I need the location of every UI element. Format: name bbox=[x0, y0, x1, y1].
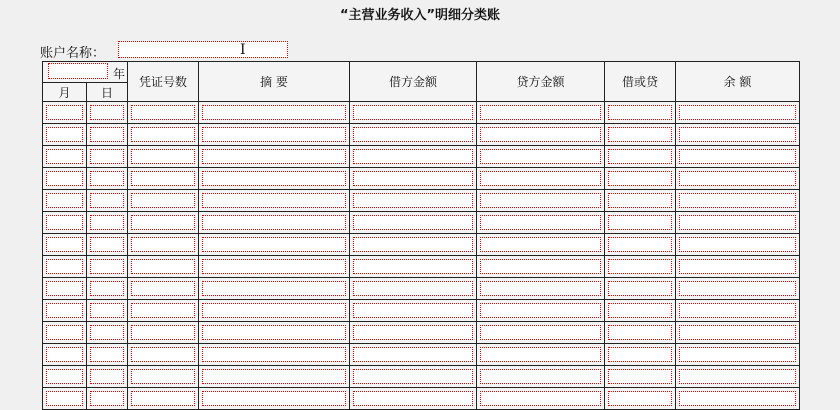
month-input[interactable] bbox=[46, 237, 83, 252]
month-input[interactable] bbox=[46, 171, 83, 186]
credit-cell bbox=[477, 256, 605, 278]
table-row bbox=[43, 256, 800, 278]
summary-cell bbox=[199, 190, 350, 212]
direction-cell bbox=[605, 322, 676, 344]
day-input[interactable] bbox=[90, 149, 124, 164]
summary-cell bbox=[199, 322, 350, 344]
table-row bbox=[43, 300, 800, 322]
day-cell bbox=[87, 190, 128, 212]
balance-input[interactable] bbox=[679, 105, 796, 120]
direction-cell bbox=[605, 366, 676, 388]
summary-input[interactable] bbox=[202, 281, 346, 296]
balance-cell bbox=[676, 278, 800, 300]
month-input[interactable] bbox=[46, 193, 83, 208]
day-input[interactable] bbox=[90, 127, 124, 142]
day-input[interactable] bbox=[90, 259, 124, 274]
table-row bbox=[43, 322, 800, 344]
month-input[interactable] bbox=[46, 105, 83, 120]
balance-cell bbox=[676, 234, 800, 256]
debit-cell bbox=[350, 300, 477, 322]
month-cell bbox=[43, 168, 87, 190]
month-cell bbox=[43, 388, 87, 410]
debit-input[interactable] bbox=[353, 303, 473, 318]
debit-input[interactable] bbox=[353, 215, 473, 230]
credit-cell bbox=[477, 190, 605, 212]
direction-cell bbox=[605, 146, 676, 168]
credit-cell bbox=[477, 388, 605, 410]
credit-input[interactable] bbox=[480, 149, 601, 164]
summary-cell bbox=[199, 388, 350, 410]
month-cell bbox=[43, 344, 87, 366]
debit-input[interactable] bbox=[353, 171, 473, 186]
month-input[interactable] bbox=[46, 281, 83, 296]
day-input[interactable] bbox=[90, 391, 124, 406]
balance-cell bbox=[676, 366, 800, 388]
direction-cell bbox=[605, 256, 676, 278]
balance-input[interactable] bbox=[679, 149, 796, 164]
month-cell bbox=[43, 278, 87, 300]
month-cell bbox=[43, 300, 87, 322]
credit-input[interactable] bbox=[480, 281, 601, 296]
balance-input[interactable] bbox=[679, 215, 796, 230]
year-input[interactable] bbox=[48, 63, 108, 79]
table-row bbox=[43, 168, 800, 190]
debit-cell bbox=[350, 102, 477, 124]
direction-cell bbox=[605, 102, 676, 124]
day-cell bbox=[87, 124, 128, 146]
voucher-cell bbox=[128, 102, 199, 124]
debit-input[interactable] bbox=[353, 369, 473, 384]
summary-cell bbox=[199, 278, 350, 300]
day-cell bbox=[87, 300, 128, 322]
direction-cell bbox=[605, 190, 676, 212]
voucher-cell bbox=[128, 366, 199, 388]
month-cell bbox=[43, 190, 87, 212]
direction-cell bbox=[605, 388, 676, 410]
table-row bbox=[43, 102, 800, 124]
month-header: 月 bbox=[43, 83, 87, 102]
direction-input[interactable] bbox=[608, 325, 672, 340]
month-input[interactable] bbox=[46, 391, 83, 406]
balance-cell bbox=[676, 344, 800, 366]
voucher-input[interactable] bbox=[131, 347, 195, 362]
direction-input[interactable] bbox=[608, 303, 672, 318]
summary-cell bbox=[199, 366, 350, 388]
summary-input[interactable] bbox=[202, 259, 346, 274]
balance-cell bbox=[676, 212, 800, 234]
debit-cell bbox=[350, 256, 477, 278]
summary-input[interactable] bbox=[202, 325, 346, 340]
day-input[interactable] bbox=[90, 171, 124, 186]
balance-input[interactable] bbox=[679, 237, 796, 252]
day-input[interactable] bbox=[90, 303, 124, 318]
direction-cell bbox=[605, 212, 676, 234]
credit-cell bbox=[477, 344, 605, 366]
debit-cell bbox=[350, 278, 477, 300]
balance-input[interactable] bbox=[679, 369, 796, 384]
voucher-cell bbox=[128, 124, 199, 146]
direction-input[interactable] bbox=[608, 391, 672, 406]
balance-input[interactable] bbox=[679, 127, 796, 142]
direction-input[interactable] bbox=[608, 105, 672, 120]
credit-input[interactable] bbox=[480, 391, 601, 406]
direction-header: 借或贷 bbox=[605, 62, 676, 102]
credit-cell bbox=[477, 212, 605, 234]
table-row bbox=[43, 278, 800, 300]
debit-cell bbox=[350, 366, 477, 388]
debit-input[interactable] bbox=[353, 193, 473, 208]
balance-input[interactable] bbox=[679, 281, 796, 296]
credit-cell bbox=[477, 102, 605, 124]
account-name-label: 账户名称： bbox=[40, 46, 106, 61]
debit-input[interactable] bbox=[353, 325, 473, 340]
day-cell bbox=[87, 102, 128, 124]
summary-input[interactable] bbox=[202, 347, 346, 362]
text-cursor-icon: I bbox=[240, 42, 246, 58]
summary-input[interactable] bbox=[202, 171, 346, 186]
day-input[interactable] bbox=[90, 347, 124, 362]
balance-cell bbox=[676, 168, 800, 190]
voucher-input[interactable] bbox=[131, 105, 195, 120]
debit-input[interactable] bbox=[353, 281, 473, 296]
direction-input[interactable] bbox=[608, 215, 672, 230]
voucher-input[interactable] bbox=[131, 171, 195, 186]
debit-input[interactable] bbox=[353, 347, 473, 362]
summary-input[interactable] bbox=[202, 237, 346, 252]
summary-cell bbox=[199, 168, 350, 190]
voucher-cell bbox=[128, 168, 199, 190]
day-cell bbox=[87, 146, 128, 168]
voucher-input[interactable] bbox=[131, 149, 195, 164]
voucher-input[interactable] bbox=[131, 193, 195, 208]
month-cell bbox=[43, 102, 87, 124]
voucher-cell bbox=[128, 344, 199, 366]
debit-cell bbox=[350, 124, 477, 146]
day-input[interactable] bbox=[90, 193, 124, 208]
voucher-header: 凭证号数 bbox=[128, 62, 199, 102]
debit-input[interactable] bbox=[353, 127, 473, 142]
credit-cell bbox=[477, 300, 605, 322]
credit-cell bbox=[477, 234, 605, 256]
balance-cell bbox=[676, 388, 800, 410]
voucher-input[interactable] bbox=[131, 237, 195, 252]
direction-input[interactable] bbox=[608, 369, 672, 384]
direction-input[interactable] bbox=[608, 237, 672, 252]
account-name-input[interactable] bbox=[118, 41, 288, 58]
table-row bbox=[43, 190, 800, 212]
summary-input[interactable] bbox=[202, 105, 346, 120]
balance-input[interactable] bbox=[679, 193, 796, 208]
credit-input[interactable] bbox=[480, 193, 601, 208]
month-cell bbox=[43, 146, 87, 168]
debit-input[interactable] bbox=[353, 149, 473, 164]
credit-cell bbox=[477, 168, 605, 190]
day-cell bbox=[87, 344, 128, 366]
voucher-cell bbox=[128, 146, 199, 168]
day-input[interactable] bbox=[90, 215, 124, 230]
balance-input[interactable] bbox=[679, 325, 796, 340]
balance-cell bbox=[676, 146, 800, 168]
voucher-input[interactable] bbox=[131, 127, 195, 142]
summary-cell bbox=[199, 212, 350, 234]
debit-input[interactable] bbox=[353, 259, 473, 274]
day-header: 日 bbox=[87, 83, 128, 102]
month-input[interactable] bbox=[46, 303, 83, 318]
voucher-cell bbox=[128, 278, 199, 300]
debit-cell bbox=[350, 190, 477, 212]
balance-input[interactable] bbox=[679, 391, 796, 406]
month-input[interactable] bbox=[46, 259, 83, 274]
summary-cell bbox=[199, 146, 350, 168]
day-input[interactable] bbox=[90, 281, 124, 296]
summary-cell bbox=[199, 102, 350, 124]
month-cell bbox=[43, 256, 87, 278]
debit-cell bbox=[350, 146, 477, 168]
month-cell bbox=[43, 234, 87, 256]
month-input[interactable] bbox=[46, 347, 83, 362]
summary-cell bbox=[199, 234, 350, 256]
summary-cell bbox=[199, 300, 350, 322]
month-input[interactable] bbox=[46, 215, 83, 230]
month-input[interactable] bbox=[46, 149, 83, 164]
credit-input[interactable] bbox=[480, 237, 601, 252]
direction-input[interactable] bbox=[608, 259, 672, 274]
balance-input[interactable] bbox=[679, 303, 796, 318]
year-label: 年 bbox=[112, 67, 125, 81]
table-row bbox=[43, 388, 800, 410]
balance-input[interactable] bbox=[679, 171, 796, 186]
voucher-input[interactable] bbox=[131, 303, 195, 318]
credit-input[interactable] bbox=[480, 259, 601, 274]
direction-cell bbox=[605, 124, 676, 146]
balance-input[interactable] bbox=[679, 347, 796, 362]
voucher-input[interactable] bbox=[131, 259, 195, 274]
balance-cell bbox=[676, 300, 800, 322]
summary-header: 摘 要 bbox=[199, 62, 350, 102]
day-cell bbox=[87, 234, 128, 256]
voucher-input[interactable] bbox=[131, 325, 195, 340]
credit-cell bbox=[477, 278, 605, 300]
ledger-body bbox=[43, 102, 800, 410]
summary-input[interactable] bbox=[202, 369, 346, 384]
voucher-cell bbox=[128, 322, 199, 344]
voucher-cell bbox=[128, 234, 199, 256]
day-cell bbox=[87, 256, 128, 278]
table-row bbox=[43, 234, 800, 256]
debit-cell bbox=[350, 234, 477, 256]
table-row bbox=[43, 344, 800, 366]
debit-cell bbox=[350, 168, 477, 190]
balance-cell bbox=[676, 124, 800, 146]
voucher-input[interactable] bbox=[131, 281, 195, 296]
day-cell bbox=[87, 278, 128, 300]
direction-input[interactable] bbox=[608, 149, 672, 164]
balance-cell bbox=[676, 190, 800, 212]
month-cell bbox=[43, 366, 87, 388]
balance-cell bbox=[676, 322, 800, 344]
voucher-cell bbox=[128, 190, 199, 212]
credit-cell bbox=[477, 124, 605, 146]
month-input[interactable] bbox=[46, 369, 83, 384]
debit-input[interactable] bbox=[353, 237, 473, 252]
month-input[interactable] bbox=[46, 127, 83, 142]
credit-input[interactable] bbox=[480, 347, 601, 362]
month-input[interactable] bbox=[46, 325, 83, 340]
balance-header: 余 额 bbox=[676, 62, 800, 102]
balance-input[interactable] bbox=[679, 259, 796, 274]
summary-cell bbox=[199, 344, 350, 366]
direction-cell bbox=[605, 168, 676, 190]
ledger-table bbox=[42, 61, 800, 410]
month-cell bbox=[43, 322, 87, 344]
table-row bbox=[43, 146, 800, 168]
day-input[interactable] bbox=[90, 237, 124, 252]
credit-cell bbox=[477, 146, 605, 168]
direction-cell bbox=[605, 344, 676, 366]
credit-input[interactable] bbox=[480, 215, 601, 230]
day-cell bbox=[87, 322, 128, 344]
debit-cell bbox=[350, 322, 477, 344]
day-cell bbox=[87, 168, 128, 190]
day-cell bbox=[87, 366, 128, 388]
direction-input[interactable] bbox=[608, 171, 672, 186]
credit-cell bbox=[477, 322, 605, 344]
voucher-input[interactable] bbox=[131, 215, 195, 230]
voucher-cell bbox=[128, 300, 199, 322]
balance-cell bbox=[676, 256, 800, 278]
month-cell bbox=[43, 212, 87, 234]
voucher-input[interactable] bbox=[131, 369, 195, 384]
credit-input[interactable] bbox=[480, 127, 601, 142]
voucher-cell bbox=[128, 212, 199, 234]
credit-header: 贷方金额 bbox=[477, 62, 605, 102]
table-row bbox=[43, 212, 800, 234]
credit-input[interactable] bbox=[480, 303, 601, 318]
summary-input[interactable] bbox=[202, 149, 346, 164]
summary-cell bbox=[199, 256, 350, 278]
summary-input[interactable] bbox=[202, 215, 346, 230]
summary-input[interactable] bbox=[202, 391, 346, 406]
credit-input[interactable] bbox=[480, 369, 601, 384]
credit-input[interactable] bbox=[480, 105, 601, 120]
summary-input[interactable] bbox=[202, 127, 346, 142]
page-title: “主营业务收入”明细分类账 bbox=[339, 8, 501, 23]
balance-cell bbox=[676, 102, 800, 124]
debit-input[interactable] bbox=[353, 391, 473, 406]
year-header-cell bbox=[43, 62, 128, 83]
summary-input[interactable] bbox=[202, 303, 346, 318]
direction-cell bbox=[605, 278, 676, 300]
summary-input[interactable] bbox=[202, 193, 346, 208]
direction-input[interactable] bbox=[608, 347, 672, 362]
day-cell bbox=[87, 212, 128, 234]
debit-header: 借方金额 bbox=[350, 62, 477, 102]
debit-cell bbox=[350, 344, 477, 366]
direction-cell bbox=[605, 234, 676, 256]
credit-input[interactable] bbox=[480, 171, 601, 186]
credit-cell bbox=[477, 366, 605, 388]
month-cell bbox=[43, 124, 87, 146]
summary-cell bbox=[199, 124, 350, 146]
direction-input[interactable] bbox=[608, 281, 672, 296]
day-input[interactable] bbox=[90, 105, 124, 120]
debit-input[interactable] bbox=[353, 105, 473, 120]
voucher-input[interactable] bbox=[131, 391, 195, 406]
table-row bbox=[43, 366, 800, 388]
voucher-cell bbox=[128, 256, 199, 278]
table-row bbox=[43, 124, 800, 146]
day-input[interactable] bbox=[90, 369, 124, 384]
day-cell bbox=[87, 388, 128, 410]
direction-cell bbox=[605, 300, 676, 322]
day-input[interactable] bbox=[90, 325, 124, 340]
debit-cell bbox=[350, 212, 477, 234]
voucher-cell bbox=[128, 388, 199, 410]
direction-input[interactable] bbox=[608, 193, 672, 208]
credit-input[interactable] bbox=[480, 325, 601, 340]
debit-cell bbox=[350, 388, 477, 410]
direction-input[interactable] bbox=[608, 127, 672, 142]
